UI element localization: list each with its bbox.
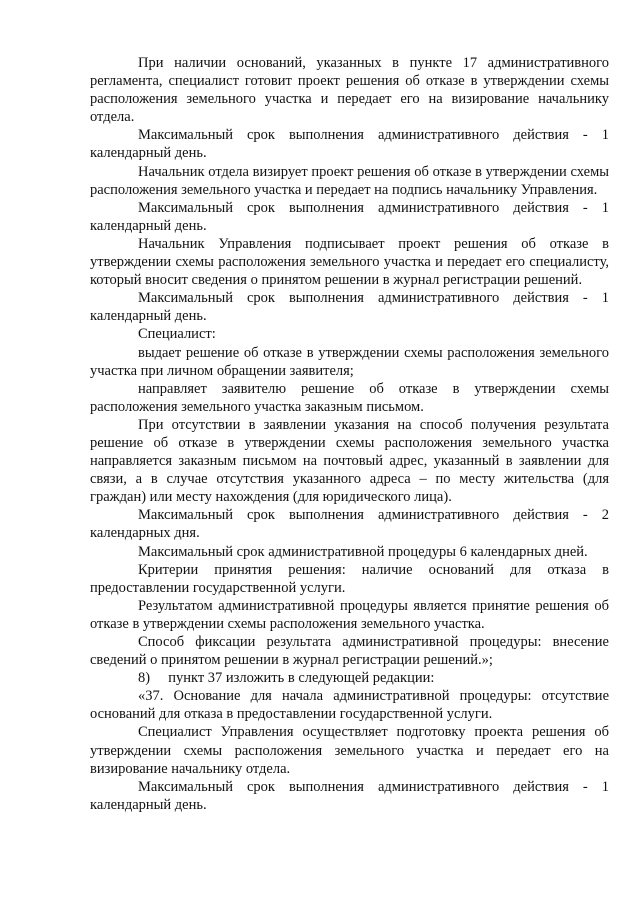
- paragraph-procedure-result: Результатом административной процедуры является принятие решения об отказе в утверждении схемы расположения земельного участка.: [90, 597, 609, 632]
- paragraph-department-head-approval: Начальник отдела визирует проект решения об отказе в утверждении схемы расположения земельного участка и передает на подпись начальнику Управления.: [90, 163, 609, 198]
- paragraph-result-recording: Способ фиксации результата административной процедуры: внесение сведений о принятом решении в журнал регистрации решений.»;: [90, 634, 609, 669]
- paragraph-max-term-3: Максимальный срок выполнения административного действия - 1 календарный день.: [90, 290, 609, 325]
- document-page: [90, 54, 609, 814]
- paragraph-no-delivery-method: При отсутствии в заявлении указания на способ получения результата решение об отказе в утверждении схемы расположения земельного участка направляется заказным письмом на почтовый адрес, указанный в заявлении для связи, а в случае отсутствия указанного адреса – по месту жительства (для граждан) или месту нахождения (для юридического лица).: [90, 416, 609, 506]
- paragraph-administration-head-signs: Начальник Управления подписывает проект решения об отказе в утверждении схемы расположения земельного участка и передает его специалисту, который вносит сведения о принятом решении в журнал регистрации решений.: [90, 235, 609, 289]
- paragraph-send-registered-mail: направляет заявителю решение об отказе в утверждении схемы расположения земельного участка заказным письмом.: [90, 380, 609, 415]
- paragraph-issue-in-person: выдает решение об отказе в утверждении схемы расположения земельного участка при личном обращении заявителя;: [90, 344, 609, 379]
- paragraph-max-term-2: Максимальный срок выполнения административного действия - 1 календарный день.: [90, 199, 609, 234]
- paragraph-item-8: 8) пункт 37 изложить в следующей редакции:: [138, 670, 435, 687]
- paragraph-specialist-label: Специалист:: [138, 326, 216, 343]
- paragraph-specialist-prepares: Специалист Управления осуществляет подготовку проекта решения об утверждении схемы расположения земельного участка и передает его на визирование начальнику отдела.: [90, 724, 609, 777]
- paragraph-decision-criteria: Критерии принятия решения: наличие оснований для отказа в предоставлении государственной услуги.: [90, 561, 609, 596]
- paragraph-max-term-1: Максимальный срок выполнения административного действия - 1 календарный день.: [90, 127, 609, 162]
- paragraph-max-term-5: Максимальный срок выполнения административного действия - 1 календарный день.: [90, 778, 609, 813]
- paragraph-max-term-4: Максимальный срок выполнения административного действия - 2 календарных дня.: [90, 507, 609, 542]
- paragraph-refusal-grounds: При наличии оснований, указанных в пункте 17 административного регламента, специалист готовит проект решения об отказе в утверждении схемы расположения земельного участка и передает его на визирование начальнику отдела.: [90, 55, 609, 126]
- paragraph-procedure-max-term: Максимальный срок административной процедуры 6 календарных дней.: [138, 543, 588, 560]
- paragraph-item-37-basis: «37. Основание для начала административной процедуры: отсутствие оснований для отказа в предоставлении государственной услуги.: [90, 688, 609, 723]
